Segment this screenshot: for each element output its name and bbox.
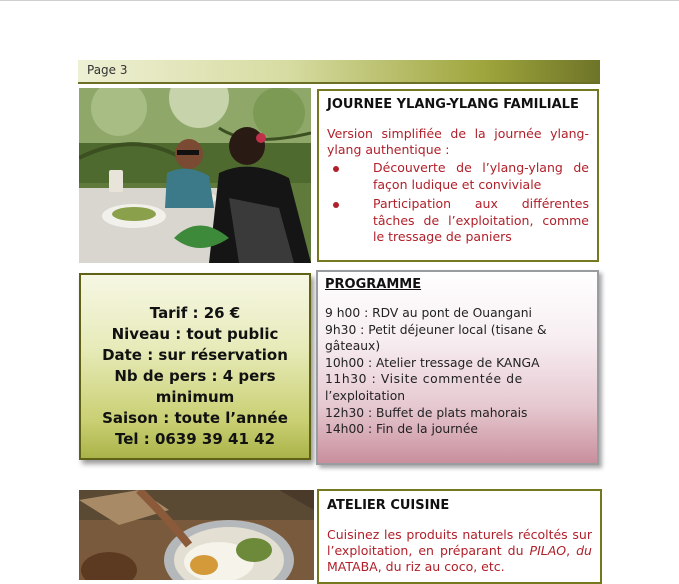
du-term: du — [576, 543, 592, 558]
atelier-title: ATELIER CUISINE — [327, 498, 450, 513]
ylang-intro-text: Version simplifiée de la journée ylang-ylang authentique : — [327, 126, 589, 157]
programme-line: 11h30 : Visite commentée de — [325, 372, 523, 387]
list-item — [327, 196, 589, 246]
ylang-familiale-box — [317, 89, 599, 262]
saison-line: Saison : toute l’année — [102, 409, 288, 427]
bullet-dot-icon — [333, 202, 339, 208]
programme-line: l’exploitation — [325, 388, 406, 403]
tarif-line: Tarif : 26 € — [149, 304, 241, 322]
tarif-info-box — [79, 273, 311, 460]
nb-pers-line: Nb de pers : 4 pers — [114, 367, 276, 385]
tel-line: Tel : 0639 39 41 42 — [114, 430, 276, 448]
pilao-term: PILAO — [529, 543, 567, 558]
photo-family-meal — [79, 88, 311, 263]
bullet-dot-icon — [333, 166, 339, 172]
atelier-text-part: MATABA, du riz au coco, etc. — [327, 559, 505, 574]
page-number: Page 3 — [87, 63, 128, 77]
programme-line: 9h30 : Petit déjeuner local (tisane & — [325, 322, 547, 337]
date-line: Date : sur réservation — [102, 346, 288, 364]
niveau-line: Niveau : tout public — [111, 325, 279, 343]
ylang-box-title: JOURNEE YLANG-YLANG FAMILIALE — [327, 97, 579, 112]
ylang-bullet-list — [327, 160, 589, 246]
atelier-description — [327, 527, 592, 575]
programme-line: 9 h00 : RDV au pont de Ouangani — [325, 306, 532, 320]
programme-line: 12h30 : Buffet de plats mahorais — [325, 405, 528, 420]
minimum-line: minimum — [155, 388, 235, 406]
atelier-text-part: , — [566, 543, 577, 558]
programme-title: PROGRAMME — [325, 277, 422, 292]
page-header-band — [78, 60, 600, 84]
programme-line: gâteaux) — [325, 339, 381, 354]
atelier-text-part: Cuisinez les produits naturels récoltés sur l’exploitation, en préparant du — [327, 527, 592, 558]
photo-cooking — [79, 490, 314, 580]
programme-line: 14h00 : Fin de la journée — [325, 422, 478, 437]
programme-line: 10h00 : Atelier tressage de KANGA — [325, 355, 540, 370]
page-top-edge — [0, 0, 679, 1]
bullet-text: Découverte de l’ylang-ylang de façon ludique et conviviale — [373, 160, 589, 192]
atelier-cuisine-box — [317, 489, 602, 584]
list-item — [327, 160, 589, 193]
bullet-text: Participation aux différentes tâches de l’exploitation, comme le tressage de paniers — [373, 196, 589, 244]
programme-box — [316, 270, 599, 465]
